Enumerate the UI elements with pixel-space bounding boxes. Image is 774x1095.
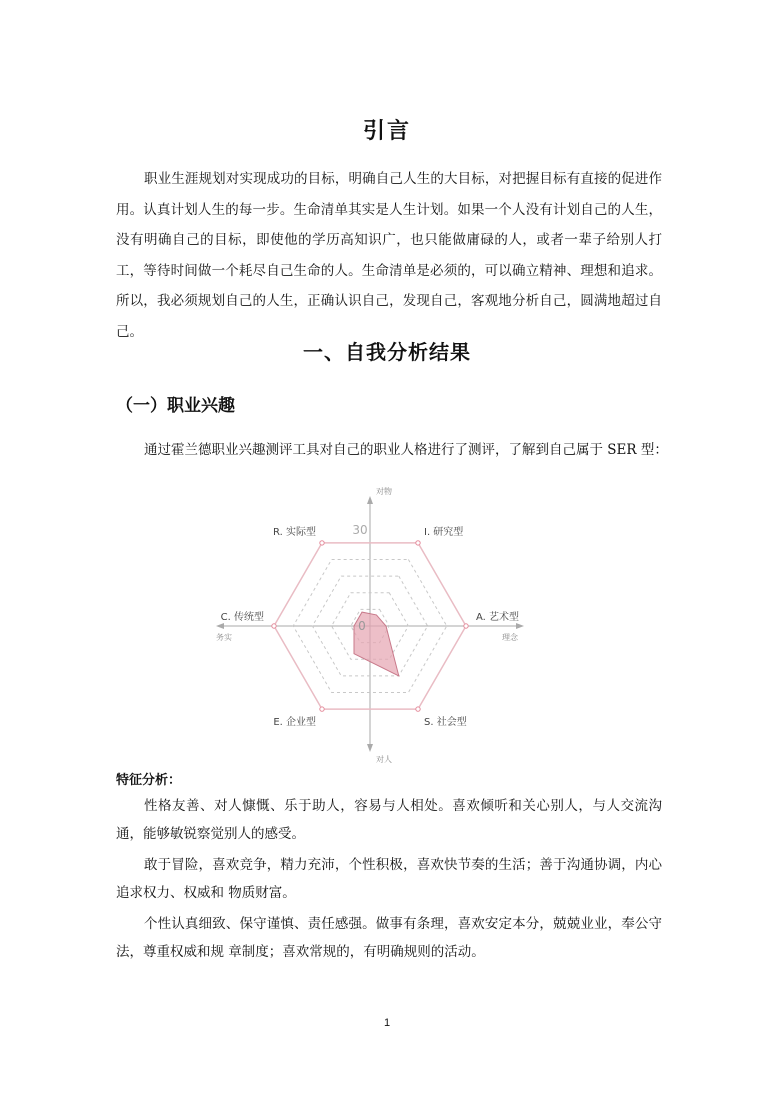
features-list	[116, 792, 662, 969]
radar-vertex-marker	[320, 541, 324, 545]
axis-label-left: 务实	[216, 633, 232, 642]
radar-vertex-marker	[416, 541, 420, 545]
features-label: 特征分析：	[116, 773, 182, 788]
axis-arrow-bottom	[367, 744, 373, 752]
subsection-heading: （一）职业兴趣	[116, 396, 235, 416]
radar-vertex-marker	[320, 707, 324, 711]
radar-tick-label: 0	[358, 619, 366, 633]
radar-category-label: E. 企业型	[273, 717, 316, 729]
feature-paragraph: 个性认真细致、保守谨慎、责任感强。做事有条理，喜欢安定本分，兢兢业业，奉公守法，尊重权威和规 章制度；喜欢常规的，有明确规则的活动。	[116, 916, 662, 960]
axis-arrow-top	[367, 496, 373, 504]
feature-paragraph: 敢于冒险，喜欢竞争，精力充沛，个性积极，喜欢快节奏的生活；善于沟通协调，内心追求权力、权威和 物质财富。	[116, 857, 662, 901]
radar-vertex-marker	[464, 624, 468, 628]
axis-arrow-left	[216, 623, 224, 629]
radar-category-label: A. 艺术型	[476, 612, 520, 623]
radar-vertex-marker	[272, 624, 276, 628]
radar-category-label: R. 实际型	[273, 526, 316, 538]
axis-label-top: 对物	[376, 487, 392, 496]
axis-label-bottom: 对人	[376, 755, 392, 764]
radar-category-label: I. 研究型	[424, 526, 464, 538]
page-number: 1	[383, 1017, 391, 1029]
radar-tick-label: 30	[352, 523, 368, 537]
lead-paragraph: 通过霍兰德职业兴趣测评工具对自己的职业人格进行了测评，了解到自己属于 SER 型：	[144, 442, 668, 458]
radar-vertex-marker	[416, 707, 420, 711]
axis-label-right: 理念	[502, 633, 518, 642]
feature-paragraph: 性格友善、对人慷慨、乐于助人，容易与人相处。喜欢倾听和关心别人，与人交流沟通，能够敏锐察觉别人的感受。	[116, 798, 662, 842]
intro-paragraph: 职业生涯规划对实现成功的目标，明确自己人生的大目标，对把握目标有直接的促进作用。认真计划人生的每一步。生命清单其实是人生计划。如果一个人没有计划自己的人生，没有明确自己的目标，即使他的学历高知识广，也只能做庸碌的人，或者一辈子给别人打工，等待时间做一个耗尽自己生命的人。生命清单是必须的，可以确立精神、理想和追求。所以，我必须规划自己的人生，正确认识自己，发现自己，客观地分析自己，圆满地超过自己。	[116, 171, 662, 340]
axis-arrow-right	[516, 623, 524, 629]
holland-radar-chart	[200, 482, 560, 772]
radar-category-label: C. 传统型	[220, 612, 264, 623]
page-title: 引言	[362, 119, 411, 144]
radar-category-label: S. 社会型	[424, 717, 467, 729]
section-heading: 一、自我分析结果	[303, 340, 471, 364]
